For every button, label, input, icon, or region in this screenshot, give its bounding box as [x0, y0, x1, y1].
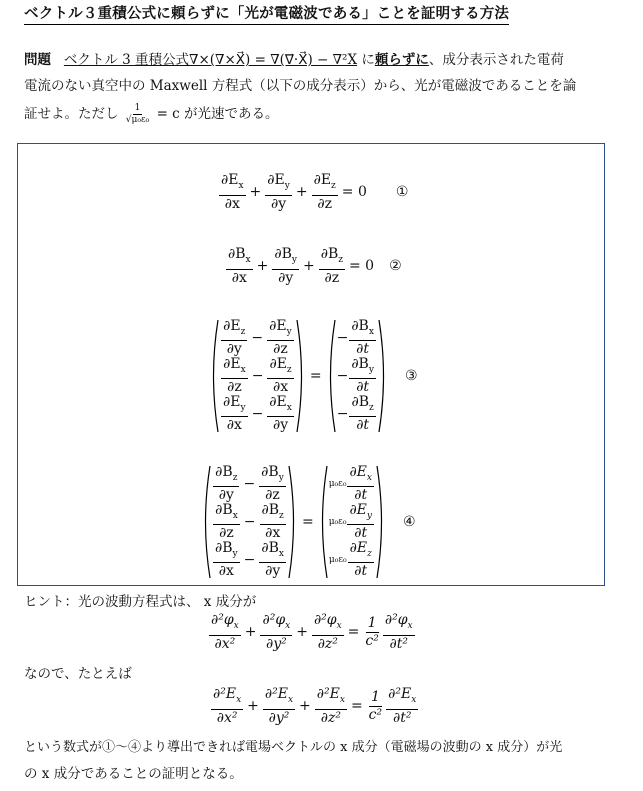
- equation-4-label: ④: [403, 514, 416, 530]
- equation-3-label: ③: [404, 368, 418, 384]
- wave-equation-ex: $\frac{\partial^2E_x}{\text{∂x²}}$ + $\frac{\partial^2E_x}{\text{∂y²}}$ + $\frac{\partial^2E_x}{\text{∂z²}}$ = $\frac{1}{\text{c²}}$ $\frac{\partial^2E_x}{\text{∂t²}}$: [213, 686, 417, 726]
- hint-line-4: の x 成分であることの証明となる。: [24, 766, 243, 782]
- right-paren: [377, 318, 389, 434]
- left-paren: [325, 318, 337, 434]
- problem-line-3: [24, 102, 616, 126]
- problem-label: 問題: [24, 52, 51, 68]
- hint-line-1: ヒント：光の波動方程式は、 x 成分が: [24, 594, 257, 610]
- equation-2-label: ②: [389, 258, 402, 275]
- without-relying: 頼らずに: [374, 52, 429, 68]
- right-paren: [295, 318, 307, 434]
- hint-line-2: なので、たとえば: [24, 666, 132, 682]
- wave-equation-phi: $\frac{\partial^2\varphi_x}{\text{∂x²}}$ + $\frac{\partial^2\varphi_x}{\text{∂y²}}$ + $\frac{\partial^2\varphi_x}{\text{∂z²}}$ = $\frac{1}{\text{c²}}$ $\frac{\partial^2\varphi_x}{\text{∂t²}}$: [211, 612, 413, 652]
- fraction-denominator: √μ₀ε₀: [125, 115, 150, 125]
- page-title: ベクトル３重積公式に頼らずに「光が電磁波である」ことを証明する方法: [24, 2, 509, 25]
- hint-line-3: という数式が①〜④より導出できれば電場ベクトルの x 成分（電磁場の波動の x 成分）が光: [24, 740, 563, 755]
- equation-2: $\frac{\partial B_x}{\partial x}$ + $\frac{\partial B_y}{\partial y}$ + $\frac{\partial B_z}{\partial z}$ = 0 ②: [228, 246, 402, 286]
- equation-4: $\frac{\partial B_z}{\partial y}$ − $\frac{\partial B_y}{\partial z}$ $\frac{\partial B_x}{\partial z}$ − $\frac{\partial B_z}{\partial x}$ $\frac{\partial B_y}{\partial x}$ − $\frac{\partial B_x}{\partial y}$ = μ₀ε₀ $\frac{\partial E_x}{\partial t}$ μ₀ε₀ $\frac{\partial E_y}{\partial t}$ μ₀ε₀ $\frac{\partial E_z}{\partial t}$ ④: [200, 464, 416, 580]
- problem-text: = c が光速である。: [156, 106, 279, 122]
- light-speed-fraction: [124, 103, 151, 126]
- left-paren: [317, 464, 329, 580]
- fraction-numerator: 1: [134, 103, 141, 113]
- equation-1: $\frac{\partial E_x}{\partial x}$ + $\frac{\partial E_y}{\partial y}$ + $\frac{\partial E_z}{\partial z}$ = 0 ①: [221, 172, 409, 212]
- equation-3: $\frac{\partial E_z}{\partial y}$ − $\frac{\partial E_y}{\partial z}$ $\frac{\partial E_x}{\partial z}$ − $\frac{\partial E_z}{\partial x}$ $\frac{\partial E_y}{\partial x}$ − $\frac{\partial E_x}{\partial y}$ = − $\frac{\partial B_x}{\partial t}$ − $\frac{\partial B_y}{\partial t}$ − $\frac{\partial B_z}{\partial t}$ ③: [208, 318, 418, 434]
- problem-text: に: [361, 52, 375, 68]
- problem-line-1: [24, 48, 616, 68]
- problem-text: 、成分表示された電荷: [428, 52, 564, 68]
- left-paren: [208, 318, 220, 434]
- left-paren: [200, 464, 212, 580]
- equation-1-label: ①: [395, 184, 409, 201]
- right-paren: [287, 464, 299, 580]
- problem-text: 証せよ。ただし: [24, 106, 119, 122]
- triple-product-formula: ベクトル 3 重積公式∇×(∇×X⃗) = ∇(∇⃗·X⃗) − ∇²X: [63, 52, 358, 68]
- right-paren: [375, 464, 387, 580]
- problem-line-2: 電流のない真空中の Maxwell 方程式（以下の成分表示）から、光が電磁波であることを論: [24, 78, 577, 94]
